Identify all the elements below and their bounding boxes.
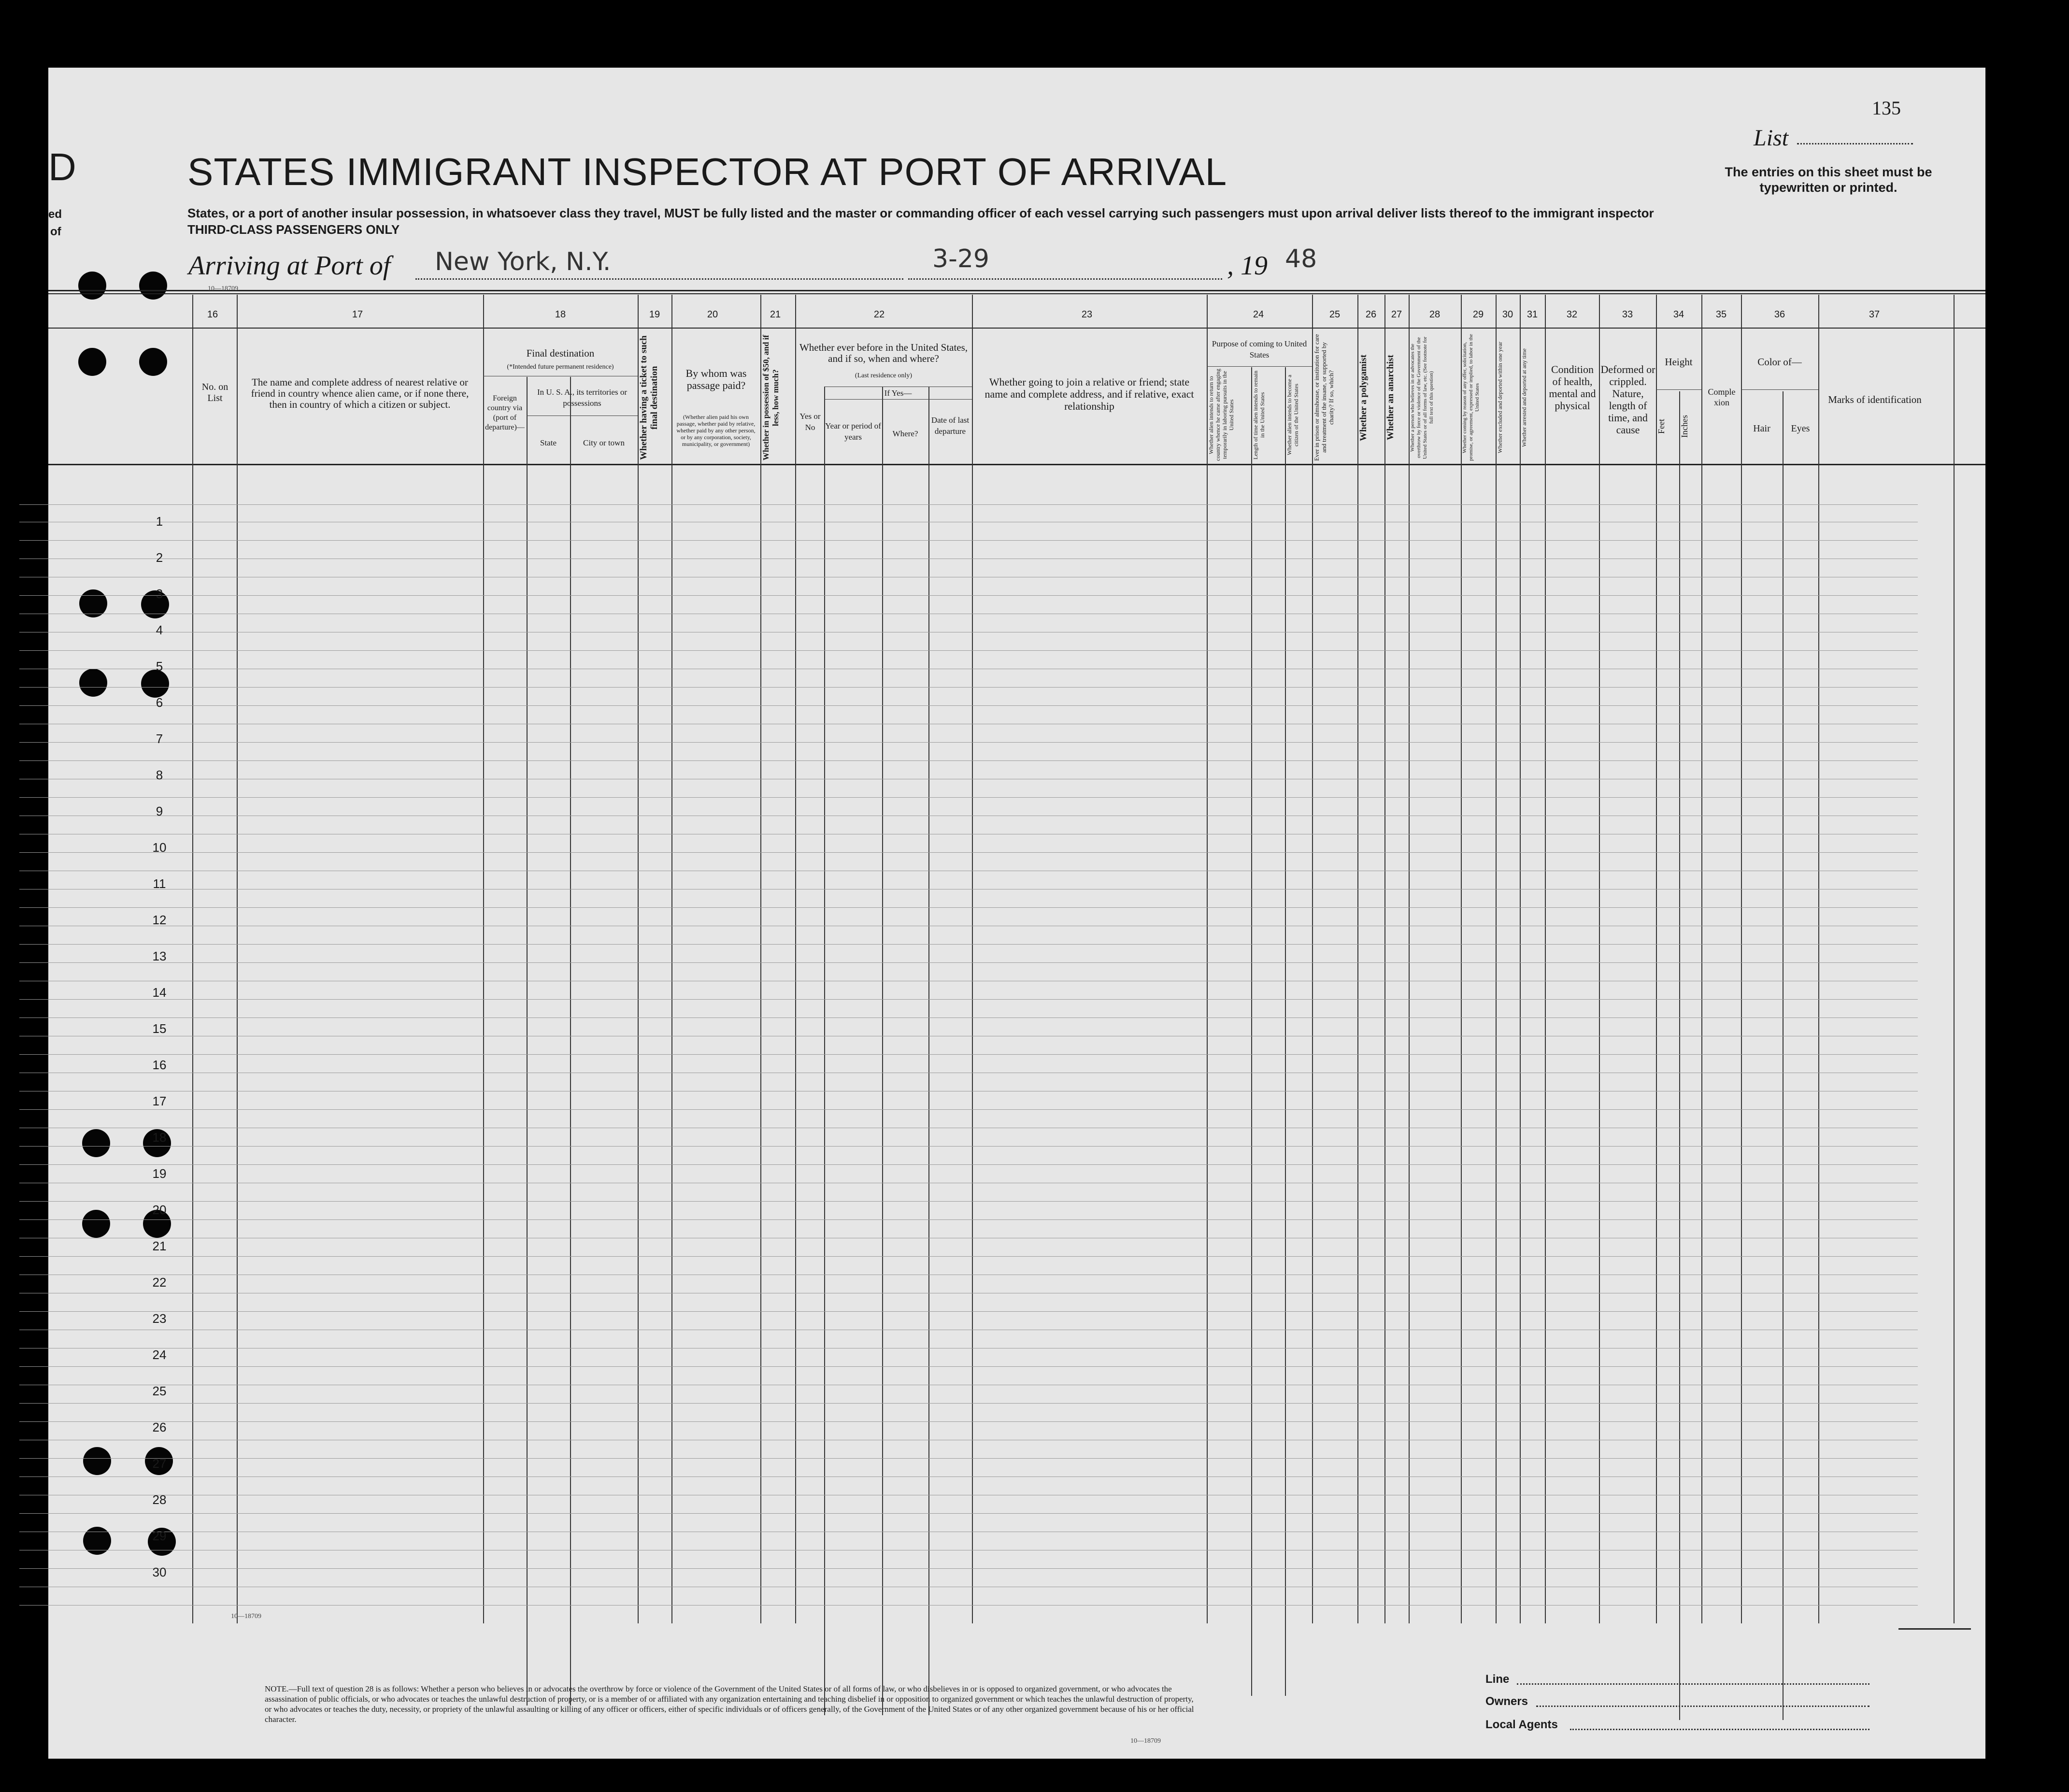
header-ever-before: Whether ever before in the United States, and if so, when and where? [799,342,968,364]
col-number: 33 [1622,309,1633,320]
header-excluded: Whether excluded and deported within one year [1497,342,1503,454]
header-state: State [540,438,556,447]
header-anarchist: Whether an anarchist [1385,355,1396,441]
header-purpose-return: Whether alien intends to return to country whence he came after engaging temporarily in laboring pursuits in the United States [1208,369,1235,461]
header-join-relative: Whether going to join a relative or friend; state name and complete address, and if relative, exact relationship [985,376,1194,412]
arriving-label: Arriving at Port of [188,251,391,281]
row-number: 22 [152,1275,167,1290]
header-feet: Feet [1656,419,1666,434]
footer-agents-label: Local Agents [1485,1718,1558,1731]
header-inches: Inches [1680,415,1689,438]
header-final-destination: Final destination [526,347,595,359]
header-purpose: Purpose of coming to United States [1212,339,1307,359]
col-number: 36 [1774,309,1785,320]
header-eyes: Eyes [1791,423,1810,434]
left-fragment-d: D [48,145,76,188]
col-number: 29 [1472,309,1484,320]
punch-hole [139,348,167,376]
date-value: 3-29 [932,244,990,273]
col-number: 26 [1365,309,1377,320]
footnote: NOTE.—Full text of question 28 is as follows: Whether a person who believes in or advocates the overthrow by force or violence of the Government of the United States or of all forms of law, or who disbelieves in or is opposed to organized government, or who advocates the assassination of public officials, or who advocates or teaches the unlawful destruction of property, or is a member of or affiliated with any organization entertaining and teaching disbelief in or opposition to organized government or which teaches the unlawful destruction of property, or who advocates or teaches the duty, necessity, or propriety of the unlawful assaulting or killing of any officer or officers, either of specific individuals or of officers generally, of the Government of the United States or of any other organized government because of his or her official character. [265,1684,1194,1724]
col-number: 20 [707,309,718,320]
page-title: STATES IMMIGRANT INSPECTOR AT PORT OF ARRIVAL [187,150,1227,193]
row-number: 26 [152,1420,167,1434]
header-passage-paid: By whom was passage paid? [685,367,747,391]
row-number: 7 [156,731,163,746]
col-number: 16 [207,309,218,320]
page-number: 135 [1872,97,1901,119]
header-ticket: Whether having a ticket to such final destination [639,335,659,460]
header-rule [48,328,1985,329]
port-value: New York, N.Y. [435,247,611,276]
header-final-destination-note: (*Intended future permanent residence) [507,363,614,371]
title-rule [48,290,1985,291]
row-number: 4 [156,623,163,637]
row-number: 11 [153,876,166,891]
form-number-top: 10—18709 [208,285,238,292]
list-label: List [1754,125,1789,151]
header-hair: Hair [1753,423,1770,434]
title-rule [48,293,1985,294]
row-number: 8 [156,768,163,782]
header-purpose-length: Length of time alien intends to remain in the United States [1252,371,1266,459]
row-number: 23 [152,1311,167,1326]
col-number: 25 [1329,309,1341,320]
col-number: 27 [1391,309,1402,320]
header-in-usa: In U. S. A., its territories or possessions [537,387,628,408]
row-number: 1 [156,514,163,529]
form-number-bottom: 10—18709 [231,1613,261,1620]
header-arrested: Whether arrested and deported at any time [1521,348,1527,447]
row-number: 19 [152,1166,167,1181]
header-overthrow: Whether a person who believes in or advocates the overthrow by force or violence of the Government of the United States or of all forms of law, etc. (See footnote for full text of this question) [1410,336,1434,459]
row-number: 21 [152,1239,167,1253]
header-ever-before-note: (Last residence only) [855,372,913,379]
col-number: 31 [1527,309,1538,320]
class-line: THIRD-CLASS PASSENGERS ONLY [187,222,400,237]
row-number: 28 [152,1492,167,1507]
row-number: 9 [156,804,163,818]
row-number: 27 [152,1456,167,1471]
header-date-departure: Date of last departure [931,416,970,436]
row-number: 13 [152,949,167,963]
header-yes-no: Yes or No [799,412,821,432]
header-year-period: Year or period of years [825,421,881,442]
footer-line-label: Line [1485,1673,1510,1686]
header-polygamist: Whether a polygamist [1358,354,1369,441]
col-number: 30 [1502,309,1513,320]
header-complexion: Complexion [1708,387,1736,407]
punch-hole [78,348,106,376]
footer-line-field[interactable] [1517,1683,1869,1685]
table-end-rule [1898,1628,1971,1630]
punch-hole [82,1210,110,1238]
row-number: 18 [152,1130,167,1145]
header-prison: Ever in prison or almshouse, or institution for care and treatment of the insane, or supported by charity? If so, which? [1313,334,1335,461]
header-city: City or town [583,438,625,447]
header-marks: Marks of identification [1828,394,1922,405]
header-color-of: Color of— [1757,356,1802,368]
col-number: 21 [770,309,781,320]
typewritten-note: The entries on this sheet must be typewritten or printed. [1725,165,1932,195]
row-number: 6 [156,695,163,710]
row-number: 14 [152,985,167,1000]
row-number: 2 [156,550,163,565]
row-number: 30 [152,1565,167,1579]
footer-owners-label: Owners [1485,1695,1528,1708]
header-deformed: Deformed or crippled. Nature, length of time, and cause [1600,363,1655,436]
row-number: 25 [152,1384,167,1398]
header-foreign-country: Foreign country via (port of departure)— [485,394,525,431]
row-number: 10 [152,840,167,855]
header-contract-labor: Whether coming by reason of any offer, solicitation, promise, or agreement, expressed or implied, to labor in the United States [1462,334,1480,461]
year-value: 48 [1285,244,1317,273]
col-number: 22 [873,309,885,320]
port-line [415,278,903,280]
row-number: 17 [152,1094,167,1108]
row-number: 16 [152,1058,167,1072]
header-health: Condition of health, mental and physical [1549,363,1596,412]
subtitle: States, or a port of another insular possession, in whatsoever class they travel, MUST be fully listed and the master or commanding officer of each vessel carrying such passengers must upon arrival deliver lists thereof to the immigrant inspector [187,206,1654,220]
col-number: 17 [352,309,363,320]
row-number: 12 [152,913,167,927]
manifest-sheet [48,68,1985,1759]
col-number: 37 [1869,309,1880,320]
col-number: 19 [649,309,660,320]
punch-hole [78,272,106,300]
row-number: 5 [156,659,163,674]
left-fragment-of: of [50,225,61,238]
list-line [1797,143,1913,144]
col-number: 34 [1673,309,1684,320]
header-where: Where? [892,429,918,438]
punch-hole [139,272,167,300]
punch-hole [83,1527,111,1555]
left-fragment-ed: ed [48,208,62,221]
header-if-yes: If Yes— [884,388,912,398]
footer-agents-field[interactable] [1570,1729,1869,1730]
col-number: 24 [1253,309,1264,320]
punch-hole [83,1447,111,1475]
col-number: 32 [1566,309,1578,320]
col-number: 23 [1081,309,1093,320]
date-line [908,278,1222,280]
header-no-on-list: No. on List [201,382,228,403]
form-number-footnote: 10—18709 [1130,1737,1161,1745]
punch-hole [82,1129,110,1157]
row-number: 24 [152,1348,167,1362]
col-number: 35 [1715,309,1727,320]
header-purpose-citizen: Whether alien intends to become a citizen of the United States [1286,374,1299,456]
col-number: 18 [555,309,566,320]
row-number: 20 [152,1203,167,1217]
row-number: 29 [152,1529,167,1543]
row-number: 3 [156,587,163,601]
header-fifty-dollars: Whether in possession of $50, and if less, how much? [761,335,780,460]
footer-owners-field[interactable] [1536,1706,1869,1707]
header-passage-note: (Whether alien paid his own passage, whether paid by relative, whether paid by any other person, or by any corporation, society, municipality, or government) [676,414,756,447]
row-number: 15 [152,1021,167,1036]
col-number: 28 [1429,309,1441,320]
punch-hole [79,669,107,697]
header-height: Height [1665,356,1693,368]
header-nearest-relative: The name and complete address of nearest relative or friend in country whence alien came, or if none there, then in country of which a citizen or subject. [251,376,469,410]
year-prefix: , 19 [1227,251,1268,281]
header-bottom-rule [48,464,1985,465]
